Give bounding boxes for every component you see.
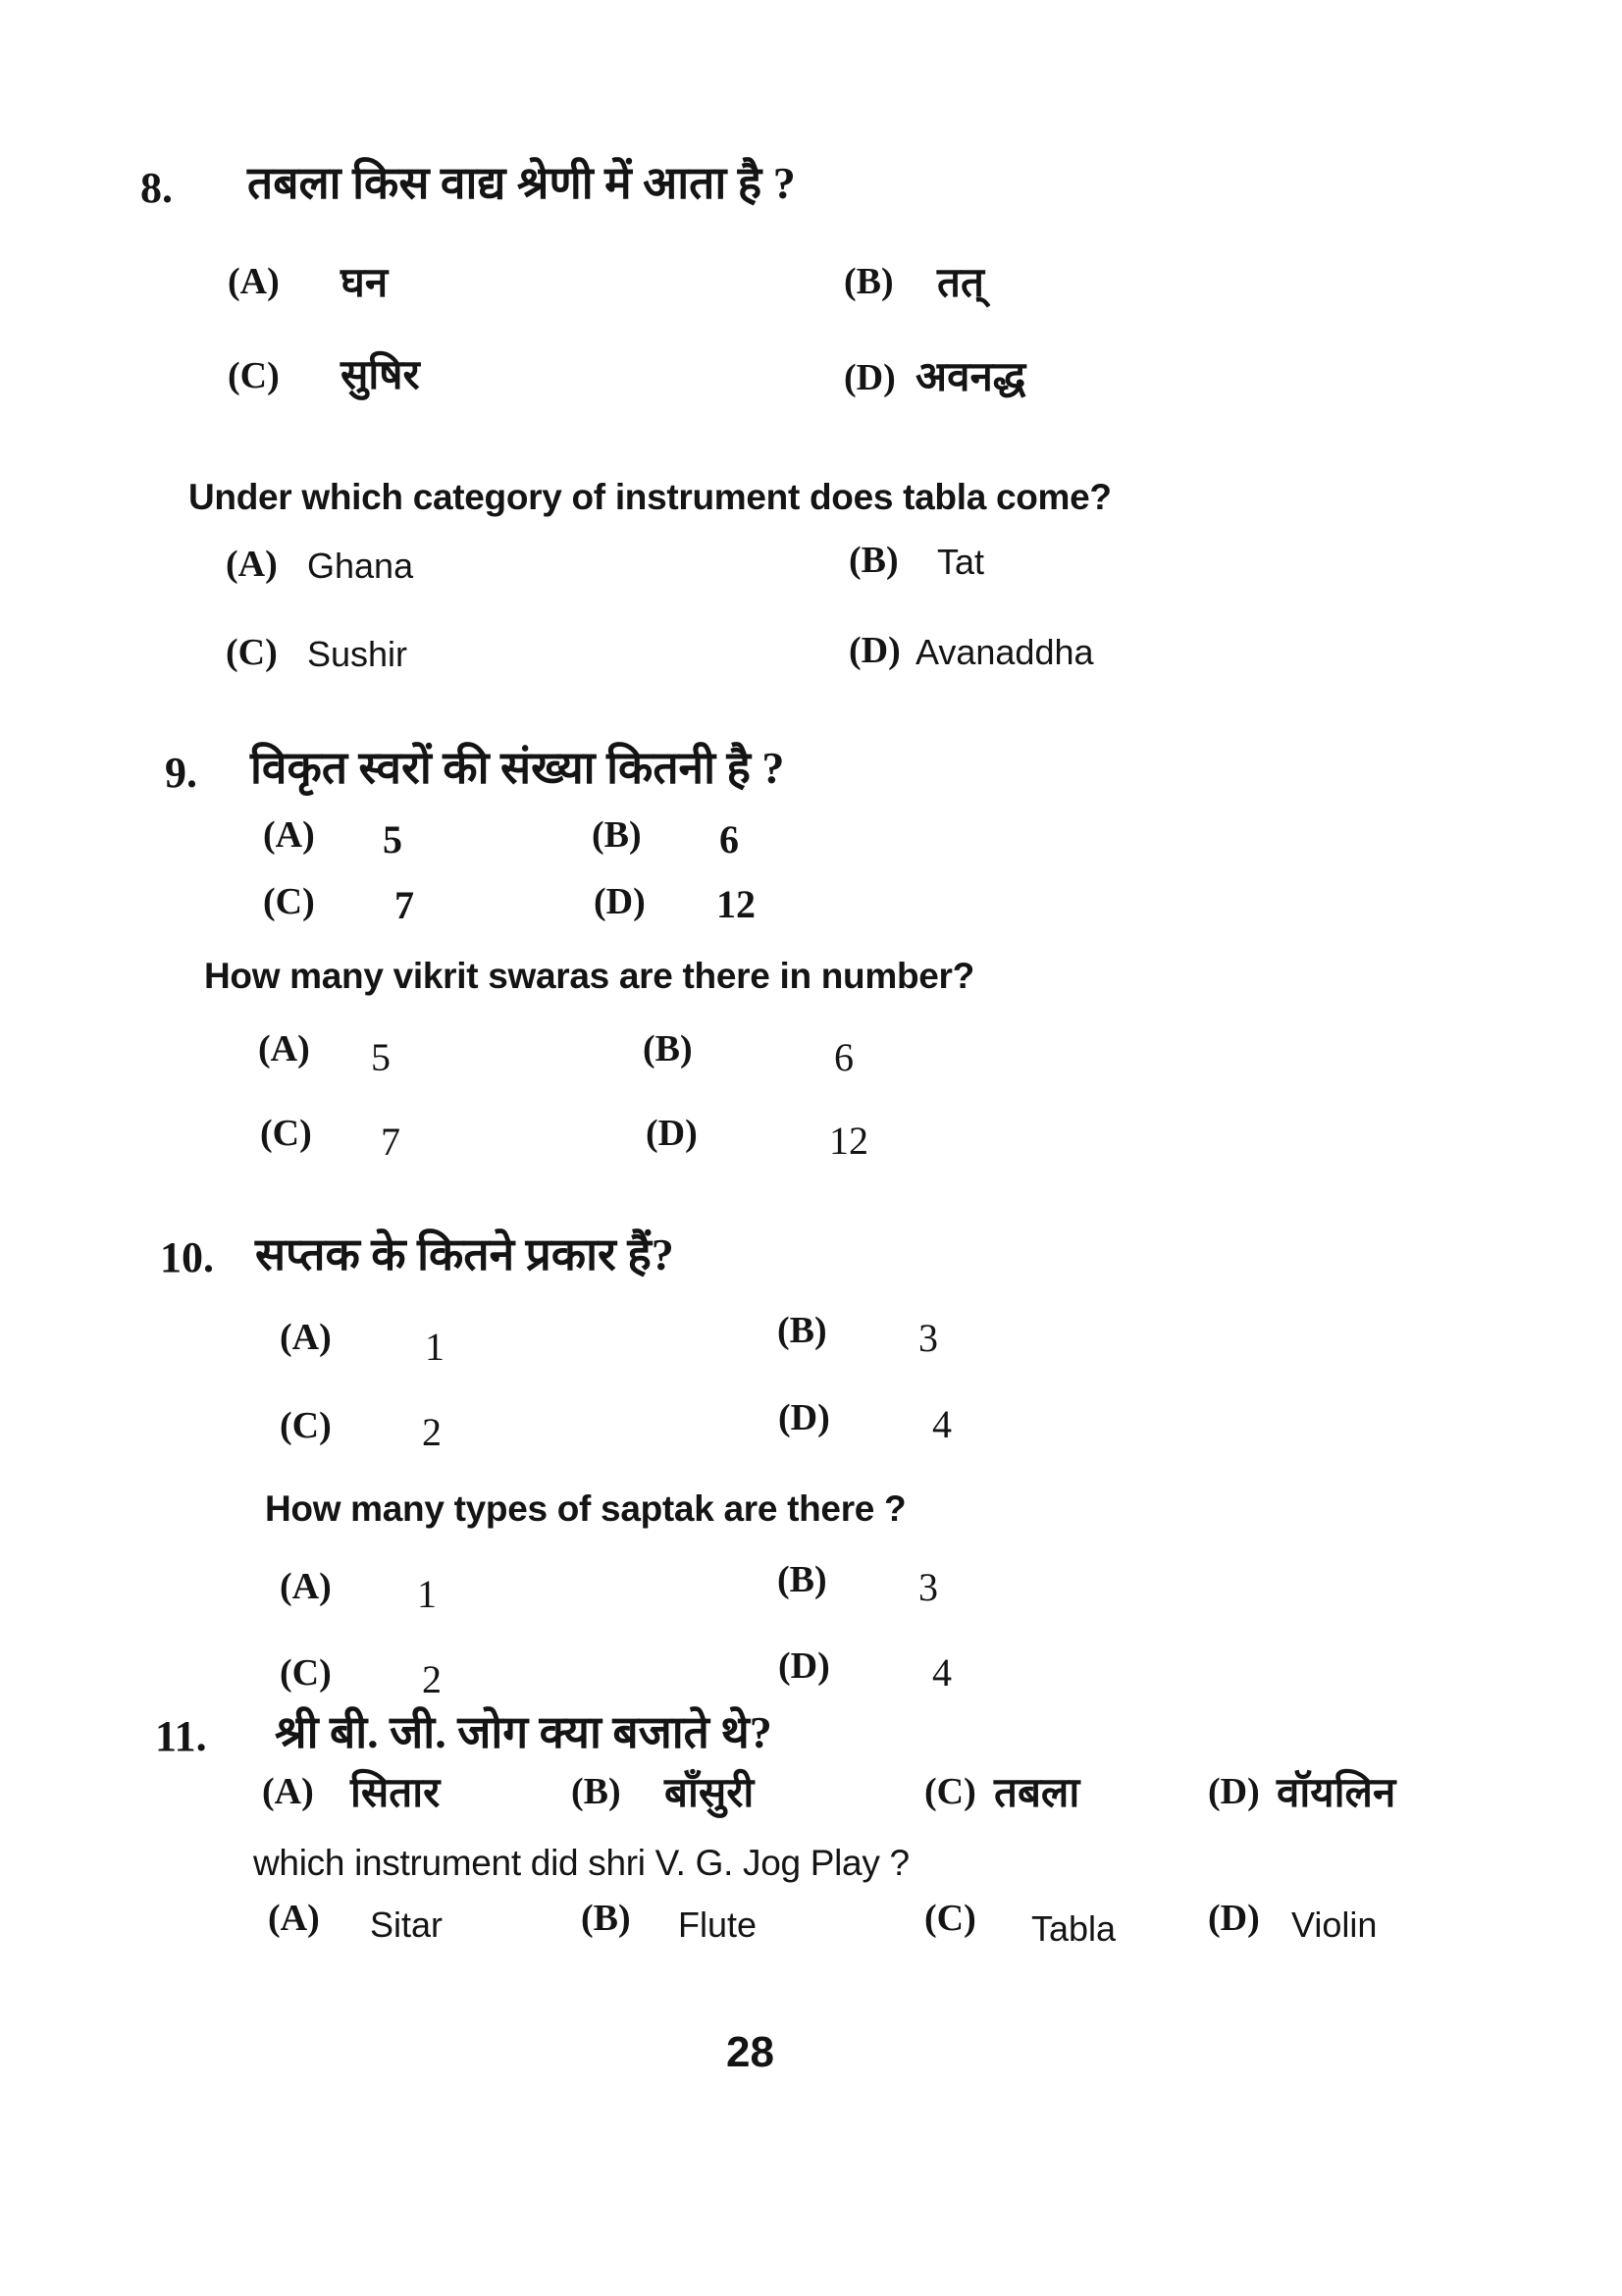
q11-hindi-option-a-text: सितार [350,1771,441,1816]
q9-english-option-d-label: (D) [646,1113,698,1154]
q9-hindi-option-a-text: 5 [383,817,402,861]
q10-english-option-a-text: 1 [417,1572,437,1616]
question-8-hindi-text: तबला किस वाद्य श्रेणी में आता है ? [247,158,796,208]
q9-english-option-c-label: (C) [260,1113,312,1154]
q9-hindi-option-b-text: 6 [719,817,739,861]
q10-hindi-option-d-label: (D) [778,1397,830,1438]
q11-english-option-d-text: Violin [1291,1905,1378,1945]
q10-hindi-option-d-text: 4 [932,1402,952,1446]
q9-hindi-option-d-text: 12 [716,882,756,926]
q9-english-option-c-text: 7 [381,1120,400,1164]
q11-english-option-a-label: (A) [268,1898,320,1939]
q10-english-option-b-text: 3 [918,1565,938,1609]
question-11-english-text: which instrument did shri V. G. Jog Play ? [253,1843,910,1883]
q8-english-option-d-label: (D) [849,630,901,671]
question-8-english-text: Under which category of instrument does tabla come? [188,477,1112,517]
q11-english-option-b-text: Flute [678,1905,758,1945]
q8-hindi-option-a-label: (A) [228,261,280,302]
q9-hindi-option-a-label: (A) [263,814,315,856]
q11-english-option-b-label: (B) [581,1898,631,1939]
question-9-english-text: How many vikrit swaras are there in number? [204,956,974,996]
q11-hindi-option-d-label: (D) [1208,1771,1260,1812]
q9-english-option-a-text: 5 [371,1035,391,1079]
q10-hindi-option-a-text: 1 [425,1325,445,1369]
q9-english-option-b-label: (B) [643,1028,693,1070]
q8-hindi-option-c-text: सुषिर [340,353,420,398]
q10-hindi-option-a-label: (A) [280,1317,332,1358]
question-10-english-text: How many types of saptak are there ? [265,1488,907,1529]
question-10-number: 10. [160,1233,214,1281]
question-11-number: 11. [155,1712,207,1760]
q8-english-option-b-text: Tat [937,542,985,582]
q8-english-option-a-text: Ghana [307,546,414,586]
q9-hindi-option-c-text: 7 [394,883,414,927]
q8-hindi-option-b-label: (B) [844,261,894,302]
q9-hindi-option-d-label: (D) [594,881,646,922]
q9-hindi-option-c-label: (C) [263,881,315,922]
q11-hindi-option-b-text: बाँसुरी [664,1771,755,1816]
q11-english-option-c-text: Tabla [1031,1908,1117,1949]
q8-hindi-option-d-label: (D) [844,357,896,398]
q9-hindi-option-b-label: (B) [592,814,642,856]
q8-english-option-b-label: (B) [849,540,899,581]
q10-english-option-d-label: (D) [778,1645,830,1687]
q8-hindi-option-a-text: घन [340,261,389,306]
q10-hindi-option-c-text: 2 [422,1410,442,1454]
q9-english-option-a-label: (A) [258,1028,310,1070]
q11-hindi-option-c-label: (C) [924,1771,976,1812]
q9-english-option-d-text: 12 [829,1119,868,1163]
q9-english-option-b-text: 6 [834,1035,854,1079]
q10-english-option-b-label: (B) [777,1559,827,1600]
q10-hindi-option-c-label: (C) [280,1405,332,1446]
question-9-number: 9. [165,749,197,797]
q10-hindi-option-b-text: 3 [918,1316,938,1360]
q11-hindi-option-b-label: (B) [571,1771,621,1812]
q11-hindi-option-a-label: (A) [262,1771,314,1812]
q10-hindi-option-b-label: (B) [777,1310,827,1351]
question-10-hindi-text: सप्तक के कितने प्रकार हैं? [255,1229,674,1279]
q11-hindi-option-c-text: तबला [994,1771,1080,1816]
q10-english-option-d-text: 4 [932,1650,952,1695]
question-8-number: 8. [140,164,173,212]
q8-english-option-a-label: (A) [226,544,278,585]
question-9-hindi-text: विकृत स्वरों की संख्या कितनी है ? [250,743,785,793]
q8-english-option-c-text: Sushir [307,634,408,674]
q10-english-option-c-text: 2 [422,1657,442,1701]
q8-hindi-option-c-label: (C) [228,355,280,396]
q8-english-option-c-label: (C) [226,632,278,673]
q10-english-option-a-label: (A) [280,1566,332,1607]
q10-english-option-c-label: (C) [280,1652,332,1694]
q11-hindi-option-d-text: वॉयलिन [1277,1771,1396,1816]
page-number: 28 [726,2028,774,2076]
q11-english-option-a-text: Sitar [370,1905,444,1945]
question-11-hindi-text: श्री बी. जी. जोग क्या बजाते थे? [275,1707,772,1757]
q11-english-option-c-label: (C) [924,1898,976,1939]
q8-english-option-d-text: Avanaddha [916,632,1094,672]
q8-hindi-option-b-text: तत् [937,261,984,306]
q11-english-option-d-label: (D) [1208,1898,1260,1939]
q8-hindi-option-d-text: अवनद्ध [916,355,1026,400]
